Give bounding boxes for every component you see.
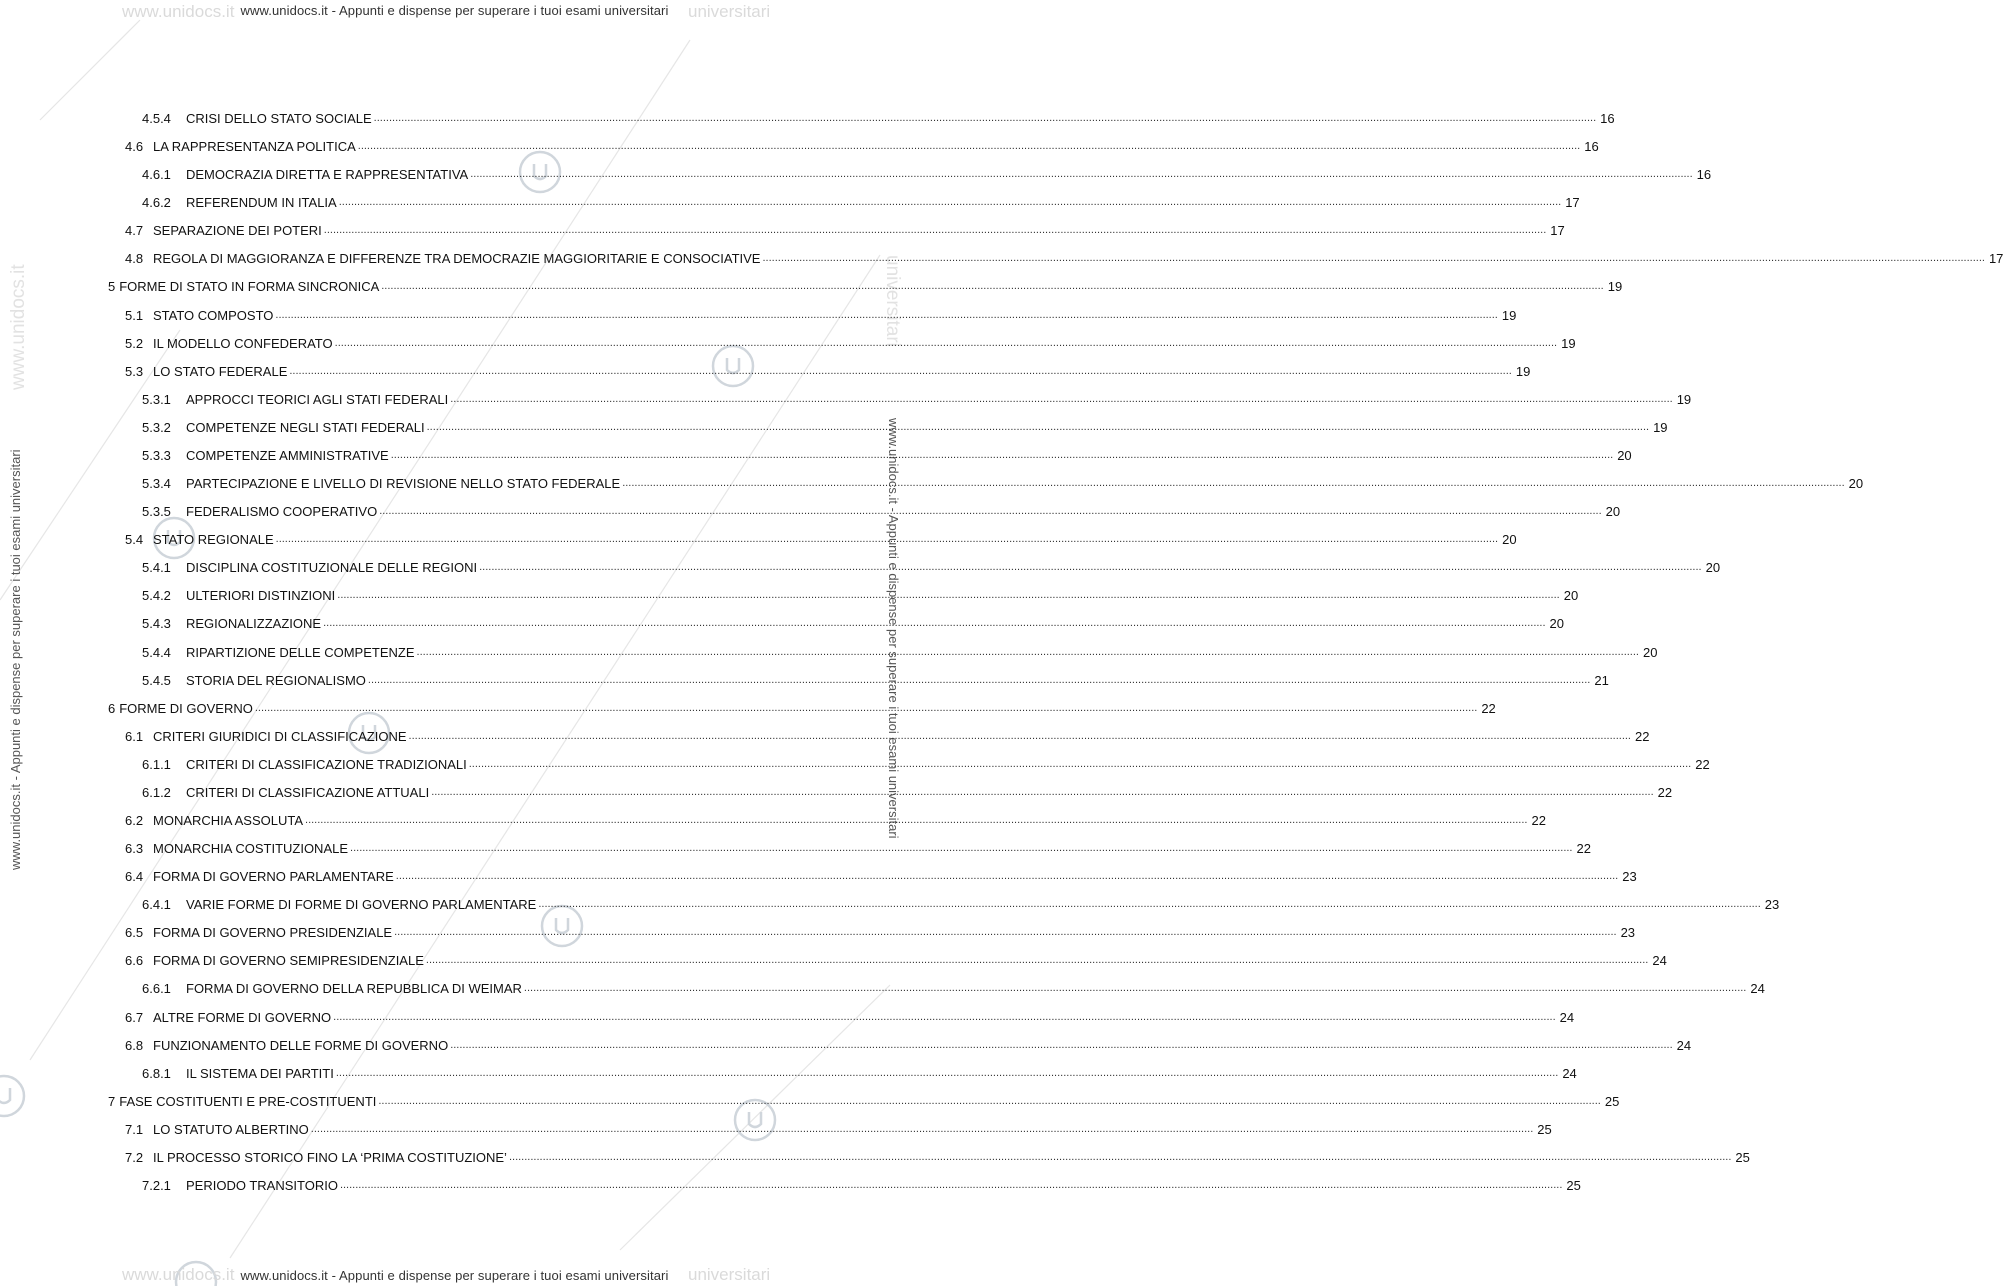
toc-entry[interactable] [142, 413, 1668, 435]
toc-entry-number: 6.1.1 [142, 756, 171, 772]
toc-entry-title: DISCIPLINA COSTITUZIONALE DELLE REGIONI [186, 560, 478, 576]
toc-entry-number: 4.6.1 [142, 167, 171, 183]
toc-entry-page: 25 [1735, 1149, 1750, 1165]
toc-entry-number: 5.2 [125, 335, 144, 351]
toc-entry-page: 16 [1696, 167, 1712, 183]
toc-leader-dots: ................................................................................................................................................................................................................................................................................................................................................................................................................ [333, 1010, 1556, 1023]
toc-entry-title: FEDERALISMO COOPERATIVO [186, 504, 378, 520]
toc-entry-title: IL SISTEMA DEI PARTITI [186, 1065, 334, 1081]
toc-entry-page: 24 [1676, 1037, 1692, 1053]
toc-entry-page: 22 [1576, 841, 1591, 857]
toc-entry-page: 24 [1652, 953, 1667, 969]
toc-entry-number: 5.3 [125, 363, 144, 379]
toc-leader-dots: ................................................................................................................................................................................................................................................................................................................................................................................................................ [357, 140, 1581, 153]
toc-entry-page: 17 [1565, 195, 1580, 211]
toc-entry[interactable] [142, 104, 1615, 126]
toc-leader-dots: ................................................................................................................................................................................................................................................................................................................................................................................................................ [323, 617, 1546, 630]
toc-entry-page: 24 [1562, 1065, 1577, 1081]
toc-leader-dots: ................................................................................................................................................................................................................................................................................................................................................................................................................ [334, 336, 1558, 349]
toc-leader-dots: ................................................................................................................................................................................................................................................................................................................................................................................................................ [339, 1179, 1563, 1192]
toc-entry[interactable] [125, 216, 1565, 239]
toc-entry-page: 22 [1657, 784, 1673, 800]
toc-entry[interactable] [142, 188, 1580, 211]
toc-entry-number: 5.4 [125, 532, 144, 548]
toc-leader-dots: ................................................................................................................................................................................................................................................................................................................................................................................................................ [479, 561, 1702, 574]
toc-entry-page: 19 [1653, 419, 1668, 435]
toc-entry[interactable] [125, 862, 1637, 885]
toc-entry-number: 7.1 [125, 1121, 144, 1137]
toc-entry[interactable] [108, 694, 1496, 716]
toc-entry[interactable] [125, 244, 2003, 267]
toc-entry[interactable] [108, 1087, 1620, 1109]
toc-leader-dots: ................................................................................................................................................................................................................................................................................................................................................................................................................ [416, 645, 1639, 658]
toc-leader-dots: ................................................................................................................................................................................................................................................................................................................................................................................................................ [508, 1150, 1732, 1163]
toc-leader-dots: ................................................................................................................................................................................................................................................................................................................................................................................................................ [450, 392, 1673, 405]
toc-entry-page: 16 [1584, 139, 1599, 155]
toc-entry-page: 23 [1620, 925, 1636, 941]
toc-entry[interactable] [125, 1115, 1552, 1137]
toc-entry-page: 25 [1537, 1121, 1552, 1137]
toc-entry-title: REGIONALIZZAZIONE [186, 616, 322, 632]
toc-entry-title: ULTERIORI DISTINZIONI [186, 588, 336, 604]
watermark-ghost-side-left: www.unidocs.it [8, 264, 29, 390]
toc-leader-dots: ................................................................................................................................................................................................................................................................................................................................................................................................................ [338, 196, 1562, 209]
toc-entry-page: 24 [1559, 1009, 1575, 1025]
toc-entry[interactable] [142, 974, 1765, 997]
toc-entry-title: DEMOCRAZIA DIRETTA E RAPPRESENTATIVA [186, 167, 469, 183]
toc-entry-number: 6.2 [125, 813, 144, 828]
toc-entry[interactable] [142, 1059, 1577, 1081]
toc-leader-dots: ................................................................................................................................................................................................................................................................................................................................................................................................................ [468, 757, 1692, 770]
toc-entry-title: REGOLA DI MAGGIORANZA E DIFFERENZE TRA DEMOCRAZIE MAGGIORITARIE E CONSOCIATIVE [153, 251, 761, 267]
toc-entry[interactable] [125, 946, 1667, 969]
toc-entry-number: 6.1 [125, 728, 144, 744]
toc-leader-dots: ................................................................................................................................................................................................................................................................................................................................................................................................................ [289, 364, 1512, 377]
toc-entry-title: STATO REGIONALE [153, 532, 274, 548]
toc-entry-title: SEPARAZIONE DEI POTERI [153, 223, 322, 239]
toc-entry-number: 6.6 [125, 953, 144, 969]
toc-leader-dots: ................................................................................................................................................................................................................................................................................................................................................................................................................ [337, 589, 1560, 602]
toc-entry-page: 19 [1607, 279, 1623, 295]
toc-entry-page: 22 [1695, 756, 1710, 772]
toc-entry-number: 5.3.2 [142, 419, 171, 435]
watermark-bottom: www.unidocs.it - Appunti e dispense per superare i tuoi esami universitari [240, 1268, 669, 1283]
toc-leader-dots: ................................................................................................................................................................................................................................................................................................................................................................................................................ [367, 673, 1591, 686]
toc-leader-dots: ................................................................................................................................................................................................................................................................................................................................................................................................................ [305, 814, 1528, 826]
toc-entry-number: 6.3 [125, 841, 144, 857]
toc-entry-number: 7.2 [125, 1149, 144, 1165]
toc-entry-number: 6.4 [125, 869, 144, 885]
toc-entry-page: 20 [1549, 616, 1565, 632]
toc-entry[interactable] [142, 890, 1780, 913]
toc-entry-number: 6 [108, 700, 116, 716]
toc-entry-number: 5.4.2 [142, 588, 171, 604]
toc-leader-dots: ................................................................................................................................................................................................................................................................................................................................................................................................................ [523, 982, 1747, 995]
watermark-left: www.unidocs.it - Appunti e dispense per superare i tuoi esami universitari [8, 449, 23, 870]
toc-entry-title: FORMA DI GOVERNO PARLAMENTARE [153, 869, 394, 885]
toc-entry[interactable] [125, 918, 1636, 941]
toc-leader-dots: ................................................................................................................................................................................................................................................................................................................................................................................................................ [379, 505, 1602, 518]
toc-entry[interactable] [142, 1171, 1581, 1194]
toc-leader-dots: ................................................................................................................................................................................................................................................................................................................................................................................................................ [426, 420, 1650, 433]
watermark-ghost-side-right: universitari [882, 255, 903, 347]
toc-entry-page: 16 [1600, 111, 1615, 126]
toc-leader-dots: ................................................................................................................................................................................................................................................................................................................................................................................................................ [310, 1122, 1534, 1135]
toc-entry-number: 6.1.2 [142, 784, 171, 800]
toc-entry-title: CRITERI GIURIDICI DI CLASSIFICAZIONE [153, 728, 407, 744]
toc-entry[interactable] [142, 441, 1632, 463]
toc-entry-title: REFERENDUM IN ITALIA [186, 195, 337, 211]
toc-entry[interactable] [142, 581, 1579, 604]
toc-entry-page: 25 [1604, 1093, 1620, 1109]
toc-entry[interactable] [108, 272, 1623, 295]
watermark-right: www.unidocs.it - Appunti e dispense per superare i tuoi esami universitari [886, 418, 901, 839]
toc-leader-dots: ................................................................................................................................................................................................................................................................................................................................................................................................................ [762, 252, 1985, 265]
toc-leader-dots: ................................................................................................................................................................................................................................................................................................................................................................................................................ [254, 701, 1478, 714]
toc-entry-title: PERIODO TRANSITORIO [186, 1178, 338, 1194]
toc-entry-page: 20 [1563, 588, 1579, 604]
toc-leader-dots: ................................................................................................................................................................................................................................................................................................................................................................................................................ [323, 224, 1547, 237]
toc-leader-dots: ................................................................................................................................................................................................................................................................................................................................................................................................................ [350, 842, 1573, 855]
toc-entry[interactable] [125, 1003, 1575, 1025]
toc-entry-page: 20 [1848, 476, 1864, 492]
toc-entry-page: 25 [1566, 1178, 1581, 1194]
toc-entry-number: 7 [108, 1093, 116, 1109]
toc-entry[interactable] [125, 1143, 1750, 1165]
toc-entry-title: FORMA DI GOVERNO PRESIDENZIALE [153, 925, 393, 941]
toc-leader-dots: ................................................................................................................................................................................................................................................................................................................................................................................................................ [381, 280, 1604, 293]
toc-entry-title: IL MODELLO CONFEDERATO [153, 335, 333, 351]
toc-entry-page: 19 [1515, 363, 1531, 379]
toc-entry-number: 5.4.3 [142, 616, 171, 632]
toc-entry[interactable] [142, 385, 1692, 407]
toc-leader-dots: ................................................................................................................................................................................................................................................................................................................................................................................................................ [431, 785, 1654, 798]
toc-entry-title: FORMA DI GOVERNO SEMIPRESIDENZIALE [153, 953, 424, 969]
toc-entry[interactable] [142, 609, 1565, 632]
toc-leader-dots: ................................................................................................................................................................................................................................................................................................................................................................................................................ [622, 477, 1845, 490]
toc-entry-page: 17 [1988, 251, 2003, 267]
toc-entry-title: FORME DI STATO IN FORMA SINCRONICA [119, 279, 380, 295]
toc-entry-number: 5.3.5 [142, 504, 171, 520]
toc-entry[interactable] [125, 834, 1591, 857]
toc-entry-title: LA RAPPRESENTANZA POLITICA [153, 139, 356, 155]
toc-entry-number: 5.4.5 [142, 672, 171, 688]
toc-entry-number: 5.3.3 [142, 447, 171, 463]
watermark-ghost-right: universitari [688, 2, 771, 21]
toc-entry-page: 20 [1617, 447, 1632, 463]
toc-entry-number: 6.7 [125, 1009, 144, 1025]
toc-entry-title: STATO COMPOSTO [153, 307, 274, 323]
toc-entry-title: CRITERI DI CLASSIFICAZIONE ATTUALI [186, 784, 430, 800]
toc-leader-dots: ................................................................................................................................................................................................................................................................................................................................................................................................................ [395, 870, 1619, 883]
toc-entry-title: VARIE FORME DI FORME DI GOVERNO PARLAMENTARE [186, 897, 537, 913]
toc-leader-dots: ................................................................................................................................................................................................................................................................................................................................................................................................................ [335, 1066, 1559, 1079]
toc-entry[interactable] [142, 497, 1621, 520]
watermark-ghost-bottom-left: www.unidocs.it [122, 1265, 235, 1284]
toc-entry[interactable] [142, 469, 1864, 492]
toc-entry-page: 17 [1550, 223, 1565, 239]
toc-entry-page: 20 [1705, 560, 1721, 576]
toc-entry-page: 24 [1750, 981, 1765, 997]
toc-entry-page: 22 [1635, 728, 1650, 744]
watermark-ghost-bottom-right: universitari [688, 1265, 771, 1284]
toc-entry[interactable] [142, 160, 1712, 183]
toc-entry-page: 21 [1594, 672, 1609, 688]
toc-leader-dots: ................................................................................................................................................................................................................................................................................................................................................................................................................ [390, 448, 1614, 461]
toc-entry-number: 6.8.1 [142, 1065, 171, 1081]
toc-leader-dots: ................................................................................................................................................................................................................................................................................................................................................................................................................ [378, 1094, 1601, 1107]
toc-entry-title: MONARCHIA ASSOLUTA [153, 813, 304, 828]
toc-entry-number: 4.6 [125, 139, 144, 155]
toc-entry-number: 5.3.4 [142, 476, 171, 492]
toc-entry-number: 6.4.1 [142, 897, 171, 913]
toc-leader-dots: ................................................................................................................................................................................................................................................................................................................................................................................................................ [470, 168, 1693, 181]
toc-entry-page: 20 [1502, 532, 1517, 548]
toc-entry-number: 5 [108, 279, 116, 295]
toc-entry-title: FUNZIONAMENTO DELLE FORME DI GOVERNO [153, 1037, 449, 1053]
toc-entry-page: 19 [1676, 391, 1692, 407]
toc-entry-title: FORMA DI GOVERNO DELLA REPUBBLICA DI WEIMAR [186, 981, 522, 997]
toc-entry-number: 5.3.1 [142, 391, 171, 407]
toc-leader-dots: ................................................................................................................................................................................................................................................................................................................................................................................................................ [275, 308, 1498, 321]
toc-entry-number: 4.8 [125, 251, 144, 267]
toc-entry-number: 7.2.1 [142, 1178, 171, 1194]
toc-entry-page: 19 [1561, 335, 1576, 351]
toc-entry-title: ALTRE FORME DI GOVERNO [153, 1009, 332, 1025]
toc-entry-number: 5.4.4 [142, 644, 171, 660]
toc-entry-title: STORIA DEL REGIONALISMO [186, 672, 366, 688]
toc-entry-title: LO STATO FEDERALE [153, 363, 288, 379]
toc-entry-number: 6.6.1 [142, 981, 171, 997]
toc-entry-title: APPROCCI TEORICI AGLI STATI FEDERALI [186, 391, 449, 407]
toc-entry-title: MONARCHIA COSTITUZIONALE [153, 841, 349, 857]
toc-entry-page: 20 [1642, 644, 1658, 660]
toc-entry-title: IL PROCESSO STORICO FINO LA ‘PRIMA COSTITUZIONE’ [153, 1149, 507, 1165]
toc-leader-dots: ................................................................................................................................................................................................................................................................................................................................................................................................................ [408, 729, 1631, 742]
toc-entry[interactable] [125, 806, 1546, 828]
toc-entry[interactable] [125, 525, 1517, 548]
toc-entry-title: CRISI DELLO STATO SOCIALE [186, 111, 372, 126]
toc-entry-page: 23 [1764, 897, 1780, 913]
toc-entry-number: 5.4.1 [142, 560, 171, 576]
toc-entry-title: LO STATUTO ALBERTINO [153, 1121, 309, 1137]
toc-entry-number: 4.7 [125, 223, 144, 239]
toc-entry-page: 22 [1481, 700, 1496, 716]
toc-entry-page: 23 [1622, 869, 1637, 885]
toc-entry-number: 5.1 [125, 307, 144, 323]
toc-entry[interactable] [142, 638, 1658, 660]
toc-leader-dots: ................................................................................................................................................................................................................................................................................................................................................................................................................ [275, 533, 1499, 546]
toc-entry[interactable] [125, 357, 1531, 379]
toc-leader-dots: ................................................................................................................................................................................................................................................................................................................................................................................................................ [425, 954, 1649, 967]
toc-entry-number: 4.5.4 [142, 111, 171, 126]
toc-entry-title: COMPETENZE AMMINISTRATIVE [186, 447, 389, 463]
toc-leader-dots: ................................................................................................................................................................................................................................................................................................................................................................................................................ [538, 898, 1761, 911]
toc-entry[interactable] [125, 132, 1599, 155]
toc-leader-dots: ................................................................................................................................................................................................................................................................................................................................................................................................................ [450, 1038, 1673, 1051]
toc-entry[interactable] [142, 750, 1710, 772]
toc-entry-number: 6.5 [125, 925, 144, 941]
toc-entry[interactable] [142, 778, 1673, 800]
toc-entry-title: COMPETENZE NEGLI STATI FEDERALI [186, 419, 425, 435]
watermark-top: www.unidocs.it - Appunti e dispense per superare i tuoi esami universitari [240, 3, 669, 18]
toc-entry-page: 19 [1501, 307, 1517, 323]
toc-entry-title: FORME DI GOVERNO [119, 700, 253, 716]
toc-entry[interactable] [125, 301, 1517, 323]
toc-entry[interactable] [125, 722, 1650, 744]
toc-entry-title: CRITERI DI CLASSIFICAZIONE TRADIZIONALI [186, 756, 467, 772]
toc-entry-title: FASE COSTITUENTI E PRE-COSTITUENTI [119, 1093, 377, 1109]
toc-entry-title: RIPARTIZIONE DELLE COMPETENZE [186, 644, 415, 660]
toc-entry-number: 6.8 [125, 1037, 144, 1053]
toc-leader-dots: ................................................................................................................................................................................................................................................................................................................................................................................................................ [394, 926, 1617, 939]
toc-entry[interactable] [142, 553, 1721, 576]
toc-entry[interactable] [125, 1031, 1692, 1053]
toc-entry-page: 22 [1531, 813, 1546, 828]
toc-entry-page: 20 [1605, 504, 1621, 520]
toc-entry[interactable] [142, 666, 1609, 688]
toc-entry[interactable] [125, 329, 1576, 351]
watermark-ghost-left: www.unidocs.it [122, 2, 235, 21]
toc-leader-dots: ................................................................................................................................................................................................................................................................................................................................................................................................................ [373, 112, 1597, 124]
toc-entry-title: PARTECIPAZIONE E LIVELLO DI REVISIONE NELLO STATO FEDERALE [186, 476, 621, 492]
toc-entry-number: 4.6.2 [142, 195, 171, 211]
